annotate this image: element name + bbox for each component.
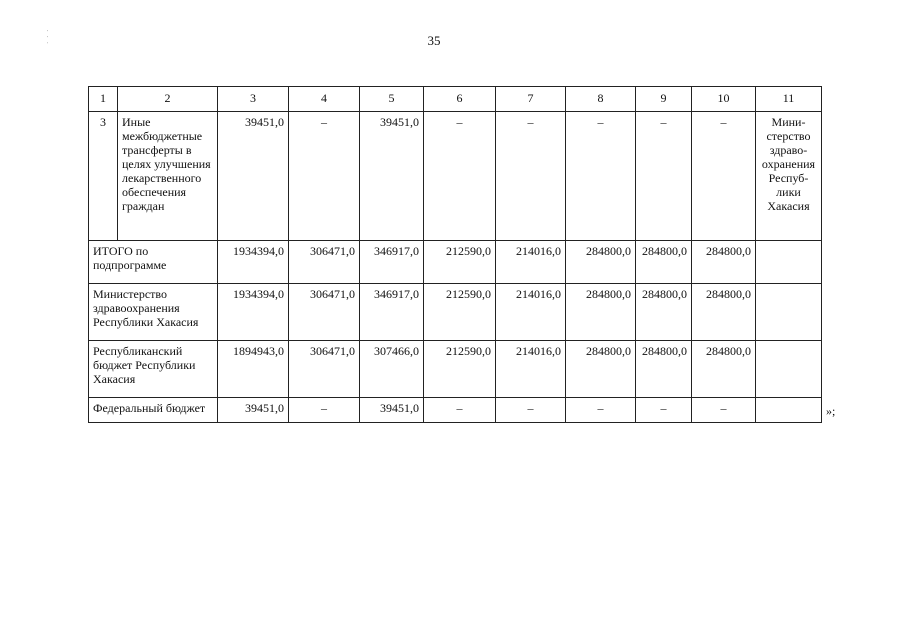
col-header: 5 — [360, 87, 424, 112]
measure-name: Иные межбюджетные трансферты в целях улучшения лекарственного обеспечения граждан — [118, 112, 218, 241]
responsible-agency: Мини-стерство здраво-охранения Респуб-лики Хакасия — [756, 112, 822, 241]
value-cell: 284800,0 — [692, 241, 756, 284]
empty-cell — [756, 241, 822, 284]
value-cell: – — [692, 398, 756, 423]
value-cell: 284800,0 — [566, 241, 636, 284]
row-number: 3 — [89, 112, 118, 241]
value-cell: – — [496, 398, 566, 423]
table-row-item-3 — [89, 112, 822, 241]
value-cell: 212590,0 — [424, 241, 496, 284]
value-cell: 284800,0 — [636, 341, 692, 398]
col-header: 9 — [636, 87, 692, 112]
value-cell: 212590,0 — [424, 341, 496, 398]
value-cell: 212590,0 — [424, 284, 496, 341]
value-cell: – — [424, 112, 496, 241]
value-cell: 284800,0 — [692, 341, 756, 398]
row-label: Республиканский бюджет Республики Хакасия — [89, 341, 218, 398]
value-cell: 284800,0 — [636, 241, 692, 284]
row-label: Министерство здравоохранения Республики Хакасия — [89, 284, 218, 341]
value-cell: 306471,0 — [289, 341, 360, 398]
table-row-federal-budget — [89, 398, 822, 423]
value-cell: 306471,0 — [289, 284, 360, 341]
value-cell: 1934394,0 — [218, 241, 289, 284]
value-cell: 39451,0 — [218, 112, 289, 241]
value-cell: 214016,0 — [496, 241, 566, 284]
value-cell: 307466,0 — [360, 341, 424, 398]
page-number: 35 — [427, 33, 441, 48]
value-cell: 284800,0 — [692, 284, 756, 341]
value-cell: 306471,0 — [289, 241, 360, 284]
col-header: 7 — [496, 87, 566, 112]
table-row-total — [89, 241, 822, 284]
col-header: 11 — [756, 87, 822, 112]
column-number-row — [89, 87, 822, 112]
empty-cell — [756, 341, 822, 398]
col-header: 6 — [424, 87, 496, 112]
empty-cell — [756, 398, 822, 423]
value-cell: 214016,0 — [496, 284, 566, 341]
value-cell: – — [692, 112, 756, 241]
closing-quote-mark: »; — [826, 404, 836, 418]
budget-table — [88, 86, 822, 423]
value-cell: 39451,0 — [218, 398, 289, 423]
col-header: 10 — [692, 87, 756, 112]
value-cell: – — [636, 112, 692, 241]
row-label: Федеральный бюджет — [89, 398, 218, 423]
value-cell: – — [636, 398, 692, 423]
value-cell: 346917,0 — [360, 284, 424, 341]
value-cell: 284800,0 — [636, 284, 692, 341]
value-cell: – — [424, 398, 496, 423]
col-header: 8 — [566, 87, 636, 112]
col-header: 4 — [289, 87, 360, 112]
value-cell: 214016,0 — [496, 341, 566, 398]
table-row-republic-budget — [89, 341, 822, 398]
empty-cell — [756, 284, 822, 341]
value-cell: – — [566, 398, 636, 423]
value-cell: 39451,0 — [360, 112, 424, 241]
value-cell: – — [566, 112, 636, 241]
value-cell: 1894943,0 — [218, 341, 289, 398]
value-cell: 284800,0 — [566, 341, 636, 398]
scan-mark: · · · — [44, 28, 52, 44]
value-cell: – — [289, 112, 360, 241]
value-cell: 284800,0 — [566, 284, 636, 341]
table-row-ministry — [89, 284, 822, 341]
col-header: 1 — [89, 87, 118, 112]
value-cell: 1934394,0 — [218, 284, 289, 341]
value-cell: 39451,0 — [360, 398, 424, 423]
value-cell: – — [289, 398, 360, 423]
row-label: ИТОГО по подпрограмме — [89, 241, 218, 284]
col-header: 3 — [218, 87, 289, 112]
value-cell: 346917,0 — [360, 241, 424, 284]
col-header: 2 — [118, 87, 218, 112]
value-cell: – — [496, 112, 566, 241]
